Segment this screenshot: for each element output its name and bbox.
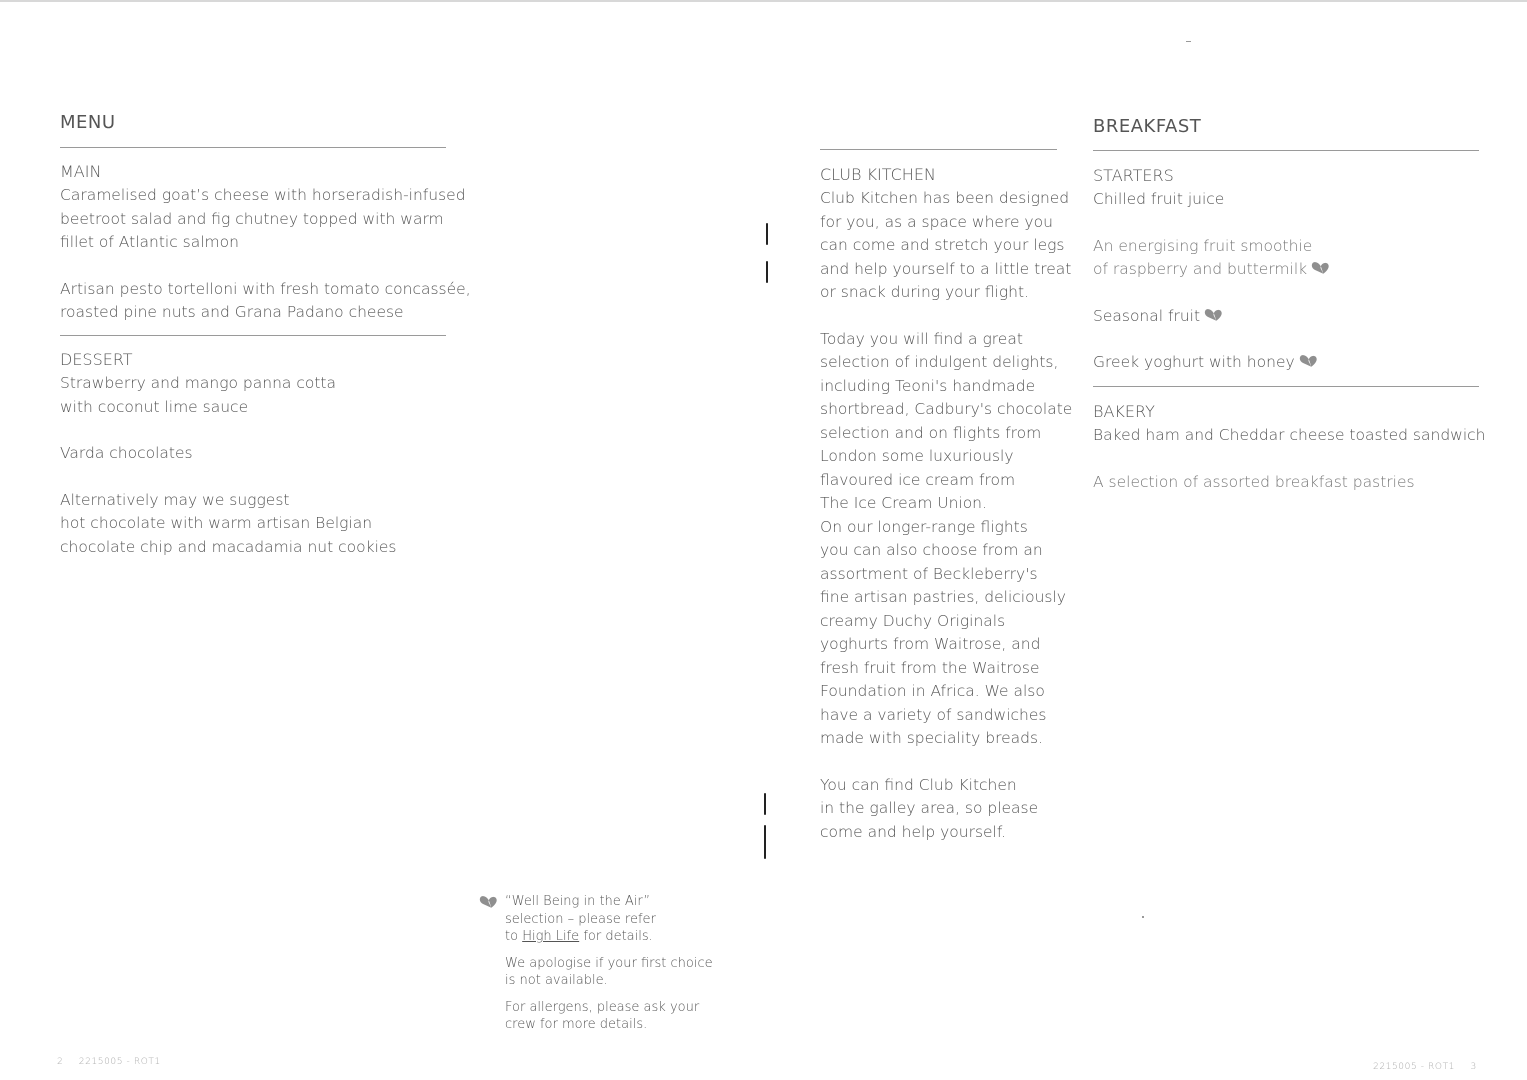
ck-line: On our longer-range flights bbox=[820, 517, 1028, 536]
well-being-heart-icon bbox=[479, 894, 498, 913]
menu-title: MENU bbox=[60, 112, 116, 133]
ck-line: or snack during your flight. bbox=[820, 283, 1029, 301]
heart-icon bbox=[1204, 308, 1222, 322]
note-prefix: to bbox=[505, 929, 523, 944]
ck-line: including Teoni's handmade bbox=[820, 376, 1036, 395]
dessert-item-line: Strawberry and mango panna cotta bbox=[60, 374, 336, 392]
note-line: For allergens, please ask your bbox=[505, 999, 700, 1015]
starters-items bbox=[1093, 188, 1493, 375]
main-item bbox=[60, 184, 466, 255]
ck-line: yoghurts from Waitrose, and bbox=[820, 635, 1041, 653]
dessert-item-line: chocolate chip and macadamia nut cookies bbox=[60, 537, 397, 556]
starters-heading: STARTERS bbox=[1093, 166, 1174, 185]
dessert-item-line: Varda chocolates bbox=[60, 444, 193, 462]
bakery-item bbox=[1093, 471, 1513, 495]
club-kitchen-paragraph bbox=[820, 774, 1070, 845]
breakfast-title: BREAKFAST bbox=[1093, 116, 1202, 137]
ck-line: flavoured ice cream from bbox=[820, 470, 1016, 489]
note-line: selection – please refer bbox=[505, 911, 656, 927]
main-item-line: beetroot salad and fig chutney topped with warm bbox=[60, 209, 444, 228]
club-kitchen-section bbox=[820, 163, 1073, 844]
dessert-section bbox=[60, 348, 460, 559]
starter-item bbox=[1093, 305, 1493, 329]
ck-line: can come and stretch your legs bbox=[820, 236, 1065, 254]
left-footer bbox=[57, 1057, 161, 1067]
note-line: crew for more details. bbox=[505, 1017, 648, 1032]
dessert-item-line: with coconut lime sauce bbox=[60, 397, 249, 416]
dessert-rule bbox=[60, 335, 446, 336]
note-suffix: for details. bbox=[579, 929, 653, 944]
heart-icon bbox=[1299, 354, 1317, 368]
club-kitchen-body bbox=[820, 187, 1073, 844]
high-life-link[interactable]: High Life bbox=[522, 929, 580, 944]
ck-line: assortment of Beckleberry's bbox=[820, 564, 1038, 583]
bakery-item-line: A selection of assorted breakfast pastries bbox=[1093, 472, 1415, 491]
heart-icon bbox=[1311, 261, 1329, 275]
ck-line: Today you will find a great bbox=[820, 329, 1023, 348]
bakery-heading: BAKERY bbox=[1093, 402, 1155, 421]
right-footer bbox=[1373, 1062, 1477, 1072]
dessert-item bbox=[60, 489, 460, 560]
main-item-line: roasted pine nuts and Grana Padano cheese bbox=[60, 303, 404, 321]
club-kitchen-heading: CLUB KITCHEN bbox=[820, 165, 936, 184]
dessert-item bbox=[60, 442, 460, 466]
note-line: We apologise if your first choice bbox=[505, 955, 713, 971]
ck-line: made with speciality breads. bbox=[820, 729, 1044, 747]
dessert-item-line: hot chocolate with warm artisan Belgian bbox=[60, 514, 373, 532]
scan-speck bbox=[1186, 41, 1191, 42]
starter-item-line bbox=[1093, 351, 1493, 375]
ck-line: shortbread, Cadbury's chocolate bbox=[820, 400, 1073, 418]
main-item-line: Artisan pesto tortelloni with fresh tomato concassée, bbox=[60, 279, 471, 298]
apology-note bbox=[505, 955, 745, 990]
starter-item bbox=[1093, 188, 1493, 212]
ck-line: Club Kitchen has been designed bbox=[820, 189, 1070, 207]
starter-item bbox=[1093, 235, 1493, 282]
club-kitchen-paragraph bbox=[820, 328, 1073, 751]
fold-mark bbox=[766, 223, 768, 245]
notes-block bbox=[505, 893, 745, 1043]
ck-line: have a variety of sandwiches bbox=[820, 705, 1047, 724]
note-line: “Well Being in the Air” bbox=[505, 894, 651, 909]
left-page-code: 2215005 - ROT1 bbox=[78, 1057, 161, 1067]
bakery-rule bbox=[1093, 386, 1479, 387]
main-item bbox=[60, 278, 471, 325]
ck-line: London some luxuriously bbox=[820, 447, 1014, 465]
right-page-code: 2215005 - ROT1 bbox=[1373, 1062, 1456, 1072]
starter-item-text: Greek yoghurt with honey bbox=[1093, 353, 1295, 371]
ck-line: Foundation in Africa. We also bbox=[820, 682, 1045, 700]
bakery-item-line: Baked ham and Cheddar cheese toasted sandwich bbox=[1093, 426, 1486, 444]
ck-line: creamy Duchy Originals bbox=[820, 611, 1006, 630]
dessert-item-line: Alternatively may we suggest bbox=[60, 490, 290, 509]
ck-line: for you, as a space where you bbox=[820, 212, 1053, 231]
starter-item-line bbox=[1093, 305, 1493, 329]
ck-line: you can also choose from an bbox=[820, 541, 1043, 559]
main-item-line: fillet of Atlantic salmon bbox=[60, 233, 239, 251]
club-kitchen-rule bbox=[820, 149, 1057, 150]
club-kitchen-paragraph bbox=[820, 187, 1070, 305]
main-section bbox=[60, 160, 471, 325]
starter-item bbox=[1093, 351, 1493, 375]
ck-line: in the galley area, so please bbox=[820, 799, 1039, 817]
starter-item-line: An energising fruit smoothie bbox=[1093, 236, 1313, 255]
ck-line: and help yourself to a little treat bbox=[820, 259, 1072, 278]
breakfast-rule bbox=[1093, 150, 1479, 151]
top-edge-line bbox=[0, 0, 1527, 2]
right-page-number: 3 bbox=[1470, 1062, 1477, 1072]
ck-line: fine artisan pastries, deliciously bbox=[820, 588, 1066, 606]
starter-item-text: of raspberry and buttermilk bbox=[1093, 260, 1308, 278]
ck-line: The Ice Cream Union. bbox=[820, 494, 987, 512]
scan-speck bbox=[1142, 916, 1144, 918]
starter-item-text: Seasonal fruit bbox=[1093, 306, 1201, 325]
starter-item-line: Chilled fruit juice bbox=[1093, 190, 1225, 208]
well-being-note bbox=[505, 893, 745, 946]
left-page-number: 2 bbox=[57, 1057, 64, 1067]
note-line bbox=[505, 928, 745, 946]
dessert-item bbox=[60, 372, 460, 419]
bakery-item bbox=[1093, 424, 1513, 448]
ck-line: selection and on flights from bbox=[820, 423, 1042, 442]
starters-section bbox=[1093, 164, 1493, 375]
fold-mark bbox=[764, 825, 766, 859]
allergens-note bbox=[505, 999, 745, 1034]
fold-mark bbox=[764, 793, 766, 815]
starter-item-line bbox=[1093, 258, 1493, 282]
main-items bbox=[60, 184, 471, 325]
dessert-heading: DESSERT bbox=[60, 350, 133, 369]
menu-rule bbox=[60, 147, 446, 148]
bakery-section bbox=[1093, 400, 1513, 494]
note-line: is not available. bbox=[505, 973, 608, 988]
bakery-items bbox=[1093, 424, 1513, 494]
ck-line: come and help yourself. bbox=[820, 822, 1007, 841]
ck-line: selection of indulgent delights, bbox=[820, 353, 1059, 371]
main-heading: MAIN bbox=[60, 162, 102, 181]
fold-mark bbox=[766, 261, 768, 283]
ck-line: fresh fruit from the Waitrose bbox=[820, 658, 1040, 677]
dessert-items bbox=[60, 372, 460, 559]
main-item-line: Caramelised goat’s cheese with horseradish-infused bbox=[60, 186, 466, 204]
ck-line: You can find Club Kitchen bbox=[820, 775, 1017, 794]
